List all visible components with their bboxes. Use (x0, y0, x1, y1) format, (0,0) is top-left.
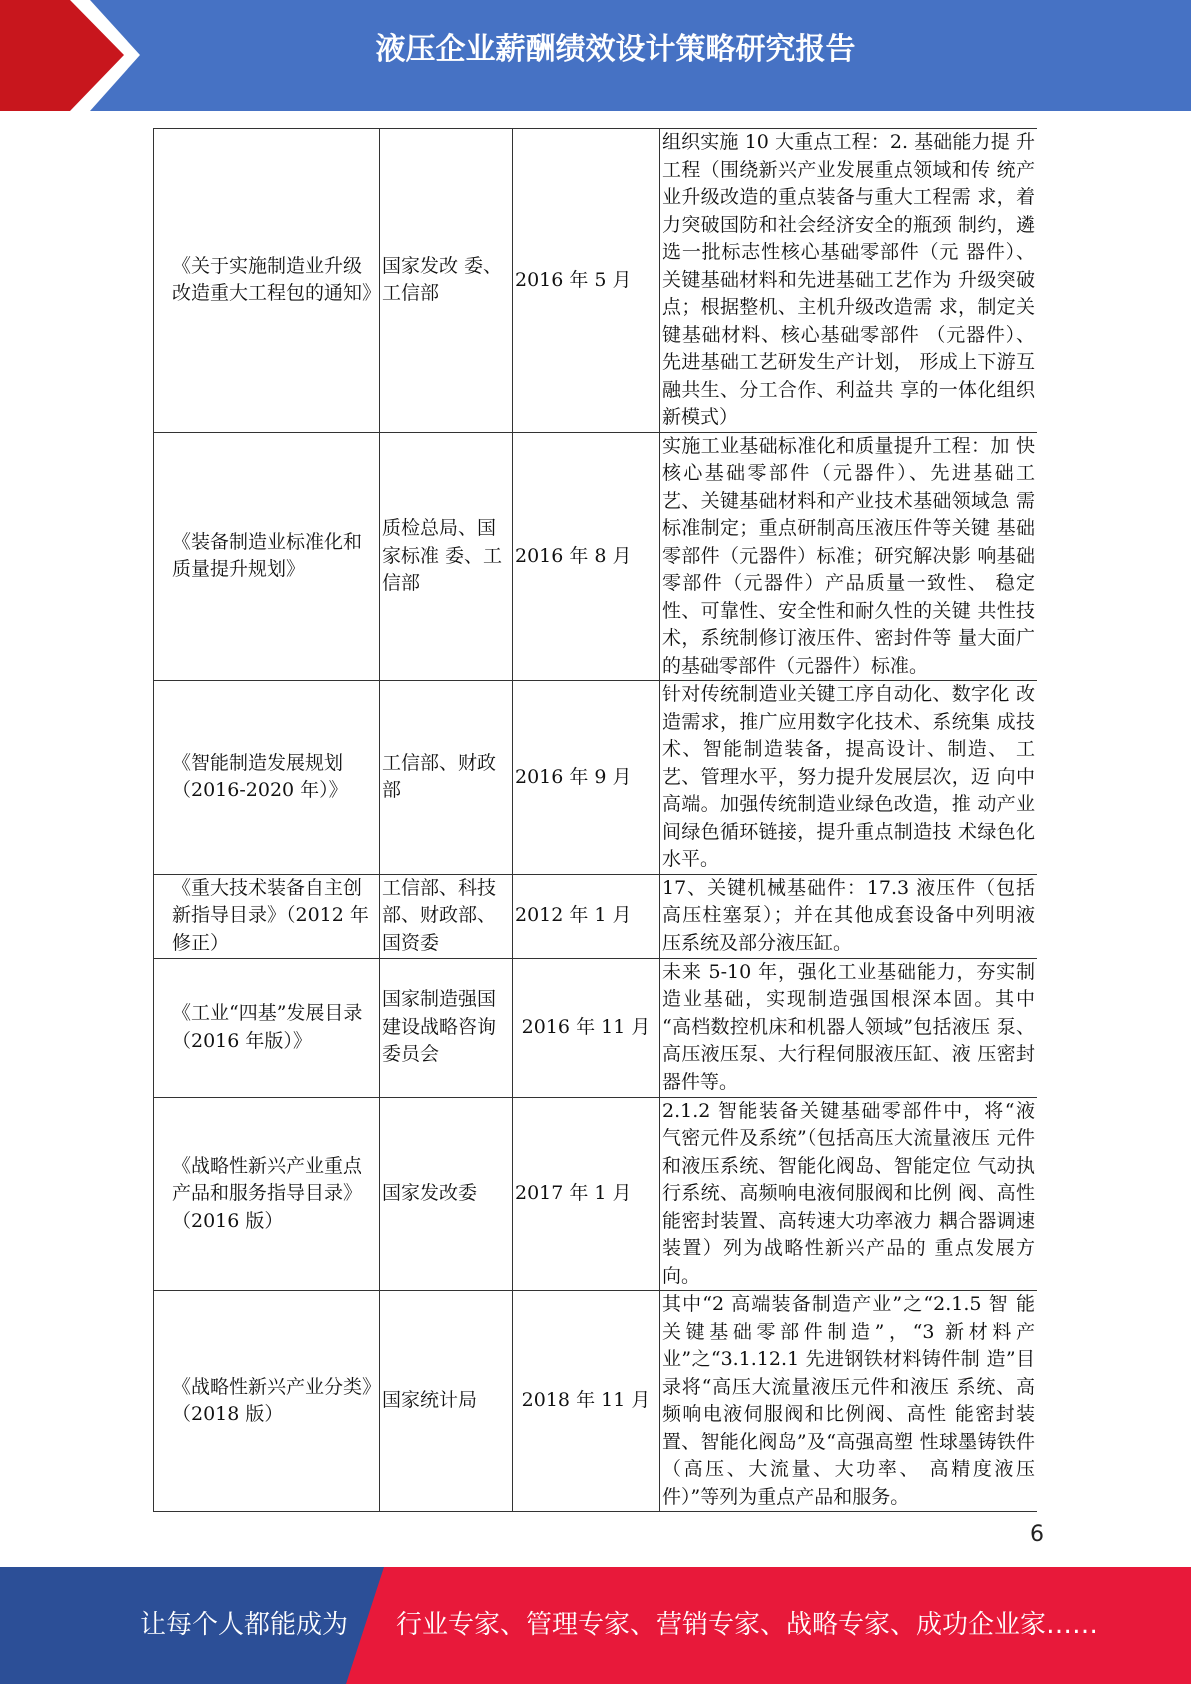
policy-table (153, 128, 1037, 1512)
table-row (154, 681, 1038, 875)
table-row (154, 1097, 1038, 1291)
policy-name-cell: 《工业“四基”发展目录（2016 年版）》 (154, 958, 380, 1097)
content-cell: 17、关键机械基础件：17.3 液压件（包括 高压柱塞泵）；并在其他成套设备中列明液 压系统及部分液压缸。 (660, 874, 1038, 958)
policy-name-cell: 《装备制造业标准化和质量提升规划》 (154, 432, 380, 681)
issuer-cell: 国家统计局 (380, 1291, 513, 1512)
table-row (154, 1291, 1038, 1512)
issuer-cell: 国家制造强国建设战略咨询委员会 (380, 958, 513, 1097)
date-cell: 2018 年 11 月 (513, 1291, 660, 1512)
policy-name-cell: 《重大技术装备自主创新指导目录》（2012 年修正） (154, 874, 380, 958)
content-cell: 组织实施 10 大重点工程：2. 基础能力提 升工程（围绕新兴产业发展重点领域和传 统产业升级改造的重点装备与重大工程需 求，着力突破国防和社会经济安全的瓶颈 制约，遴选一批标志性核心基础零部件（元 器件）、关键基础材料和先进基础工艺作为 升级突破点；根据整机、主机升级改造需 求，制定关键基础材料、核心基础零部件 （元器件）、先进基础工艺研发生产计划， 形成上下游互融共生、分工合作、利益共 享的一体化组织新模式） (660, 129, 1038, 433)
footer-slogan-right: 行业专家、管理专家、营销专家、战略专家、成功企业家…… (396, 1610, 1099, 1640)
page-number: 6 (1030, 1522, 1044, 1547)
date-cell: 2016 年 9 月 (513, 681, 660, 875)
date-cell: 2016 年 8 月 (513, 432, 660, 681)
issuer-cell: 质检总局、国家标准 委、工信部 (380, 432, 513, 681)
table-row (154, 129, 1038, 433)
date-cell: 2016 年 5 月 (513, 129, 660, 433)
policy-name-cell: 《智能制造发展规划（2016-2020 年）》 (154, 681, 380, 875)
content-cell: 其中“2 高端装备制造产业”之“2.1.5 智 能关键基础零部件制造”，“3 新材料产 业”之“3.1.12.1 先进钢铁材料铸件制 造”目录将“高压大流量液压元件和液压 系统、高频响电液伺服阀和比例阀、高性 能密封装置、智能化阀岛”及“高强高塑 性球墨铸铁件（高压、大流量、大功率、 高精度液压件）”等列为重点产品和服务。 (660, 1291, 1038, 1512)
page-footer (0, 1567, 1191, 1684)
date-cell: 2012 年 1 月 (513, 874, 660, 958)
table-row (154, 874, 1038, 958)
issuer-cell: 工信部、科技部、财政部、国资委 (380, 874, 513, 958)
policy-name-cell: 《战略性新兴产业分类》（2018 版） (154, 1291, 380, 1512)
issuer-cell: 工信部、财政部 (380, 681, 513, 875)
table-row (154, 958, 1038, 1097)
content-cell: 实施工业基础标准化和质量提升工程：加 快核心基础零部件（元器件）、先进基础工 艺、关键基础材料和产业技术基础领域急 需标准制定；重点研制高压液压件等关键 基础零部件（元器件）标准；研究解决影 响基础零部件（元器件）产品质量一致性、 稳定性、可靠性、安全性和耐久性的关键 共性技术，系统制修订液压件、密封件等 量大面广的基础零部件（元器件）标准。 (660, 432, 1038, 681)
content-cell: 未来 5-10 年，强化工业基础能力，夯实制 造业基础，实现制造强国根深本固。其中 “高档数控机床和机器人领域”包括液压 泵、高压液压泵、大行程伺服液压缸、液 压密封器件等。 (660, 958, 1038, 1097)
issuer-cell: 国家发改委 (380, 1097, 513, 1291)
footer-slogan-left: 让每个人都能成为 (140, 1610, 349, 1640)
policy-name-cell: 《战略性新兴产业重点产品和服务指导目录》（2016 版） (154, 1097, 380, 1291)
page-header (0, 0, 1191, 111)
content-cell: 2.1.2 智能装备关键基础零部件中，将“液 气密元件及系统”（包括高压大流量液压 元件和液压系统、智能化阀岛、智能定位 气动执行系统、高频响电液伺服阀和比例 阀、高性能密封装置、高转速大功率液力 耦合器调速装置）列为战略性新兴产品的 重点发展方向。 (660, 1097, 1038, 1291)
policy-name-cell: 《关于实施制造业升级改造重大工程包的通知》 (154, 129, 380, 433)
page-title: 液压企业薪酬绩效设计策略研究报告 (375, 32, 856, 67)
date-cell: 2016 年 11 月 (513, 958, 660, 1097)
table-row (154, 432, 1038, 681)
date-cell: 2017 年 1 月 (513, 1097, 660, 1291)
content-cell: 针对传统制造业关键工序自动化、数字化 改造需求，推广应用数字化技术、系统集 成技术、智能制造装备，提高设计、制造、 工艺、管理水平，努力提升发展层次，迈 向中高端。加强传统制造业绿色改造，推 动产业间绿色循环链接，提升重点制造技 术绿色化水平。 (660, 681, 1038, 875)
issuer-cell: 国家发改 委、工信部 (380, 129, 513, 433)
